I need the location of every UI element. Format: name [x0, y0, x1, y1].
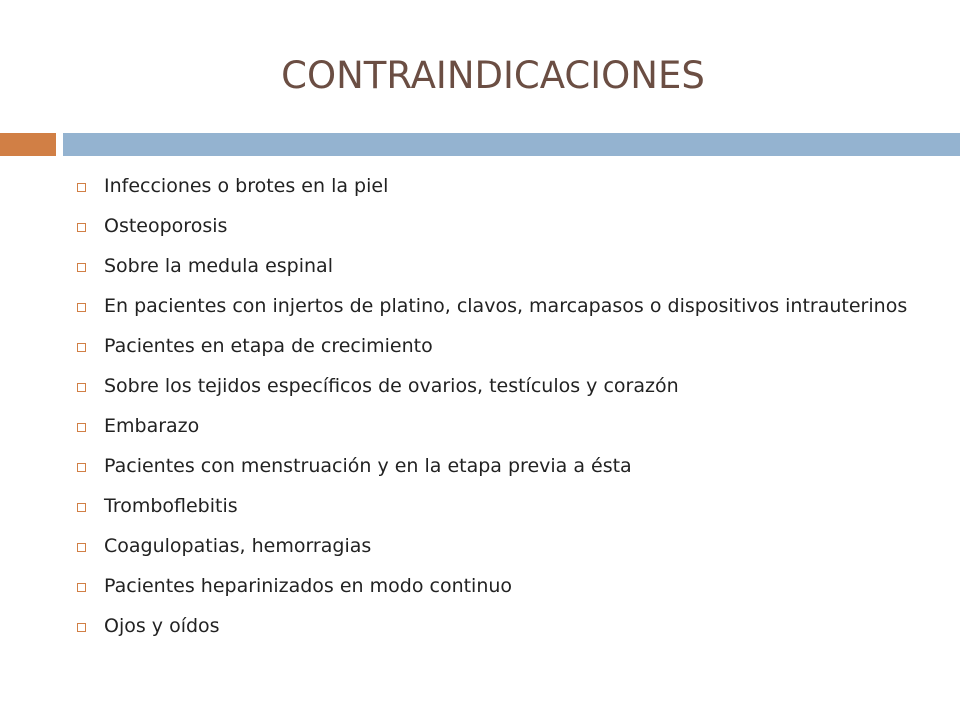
list-item [77, 254, 937, 279]
list-item-text: Coagulopatias, hemorragias [104, 535, 372, 557]
hollow-square-icon [77, 503, 86, 512]
accent-bar [0, 133, 56, 156]
list-item-text: Tromboflebitis [104, 495, 238, 517]
list-item-text: Pacientes con menstruación y en la etapa previa a ésta [104, 455, 632, 477]
list-item-text: Pacientes en etapa de crecimiento [104, 335, 433, 357]
list-item [77, 214, 937, 239]
list-item-text: Embarazo [104, 415, 200, 437]
hollow-square-icon [77, 183, 86, 192]
hollow-square-icon [77, 383, 86, 392]
list-item-text: Ojos y oídos [104, 615, 220, 637]
list-item-text: Infecciones o brotes en la piel [104, 175, 389, 197]
slide-title: CONTRAINDICACIONES [281, 54, 705, 97]
list-item [77, 614, 937, 639]
list-item [77, 334, 937, 359]
list-item-text: Pacientes heparinizados en modo continuo [104, 575, 513, 597]
list-item [77, 534, 937, 559]
list-item-text: Sobre los tejidos específicos de ovarios, testículos y corazón [104, 375, 679, 397]
list-item [77, 294, 937, 319]
hollow-square-icon [77, 543, 86, 552]
hollow-square-icon [77, 223, 86, 232]
hollow-square-icon [77, 623, 86, 632]
hollow-square-icon [77, 303, 86, 312]
hollow-square-icon [77, 463, 86, 472]
bullet-list [77, 174, 937, 654]
list-item [77, 454, 937, 479]
hollow-square-icon [77, 343, 86, 352]
list-item [77, 374, 937, 399]
title-rule-bar [63, 133, 960, 156]
list-item [77, 494, 937, 519]
list-item [77, 414, 937, 439]
list-item [77, 174, 937, 199]
list-item-text: En pacientes con injertos de platino, clavos, marcapasos o dispositivos intrauterinos [104, 295, 908, 317]
list-item-text: Sobre la medula espinal [104, 255, 333, 277]
list-item [77, 574, 937, 599]
hollow-square-icon [77, 423, 86, 432]
list-item-text: Osteoporosis [104, 215, 228, 237]
hollow-square-icon [77, 583, 86, 592]
hollow-square-icon [77, 263, 86, 272]
